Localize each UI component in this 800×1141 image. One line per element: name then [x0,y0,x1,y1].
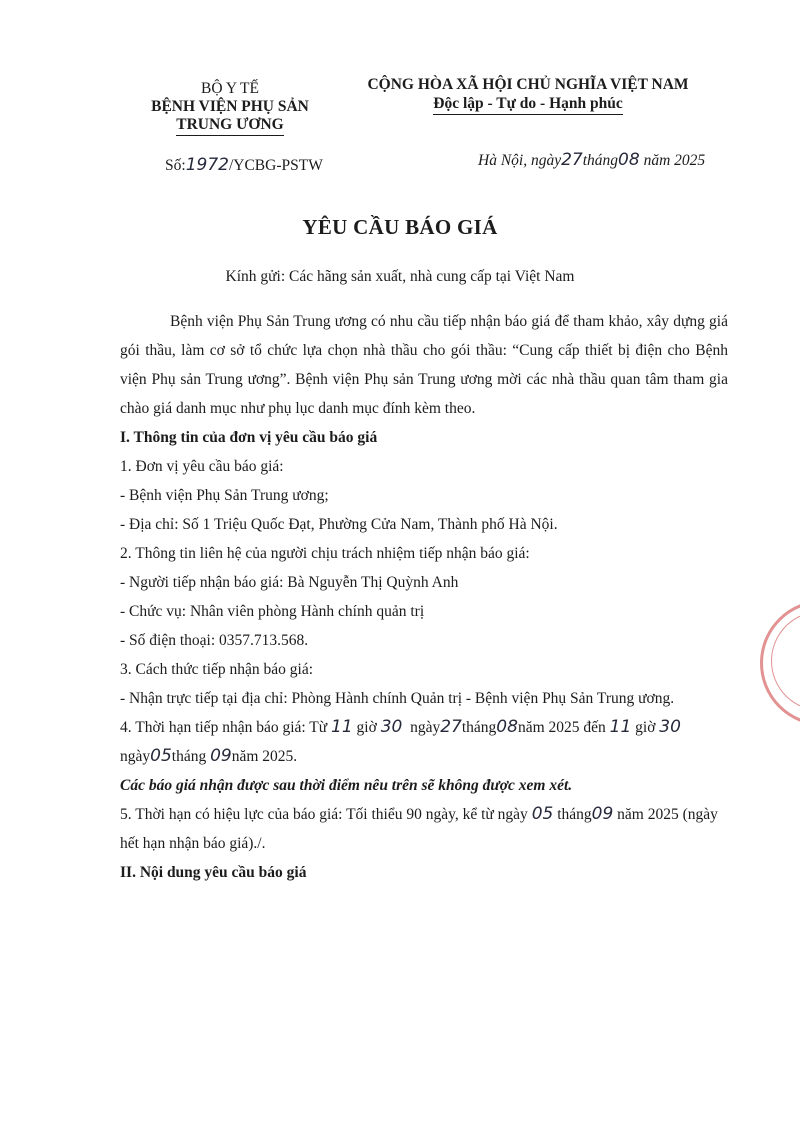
issuing-organization [145,80,315,136]
position-line: - Chức vụ: Nhân viên phòng Hành chính quản trị [120,603,425,620]
national-header [358,75,698,115]
item-1: 1. Đơn vị yêu cầu báo giá: [120,458,284,475]
late-quotation-warning: Các báo giá nhận được sau thời điểm nêu trên sẽ không được xem xét. [120,777,573,794]
hospital-name-line2: TRUNG ƯƠNG [176,116,284,136]
section-2-heading: II. Nội dung yêu cầu báo giá [120,864,307,881]
section-1-heading: I. Thông tin của đơn vị yêu cầu báo giá [120,429,378,446]
item-3: 3. Cách thức tiếp nhận báo giá: [120,661,314,678]
address-line: - Địa chỉ: Số 1 Triệu Quốc Đạt, Phường Cửa Nam, Thành phố Hà Nội. [120,516,558,533]
handwritten-month: 08 [618,150,640,170]
item-2: 2. Thông tin liên hệ của người chịu trách nhiệm tiếp nhận báo giá: [120,545,530,562]
requesting-unit: - Bệnh viện Phụ Sản Trung ương; [120,487,329,504]
item-5-validity: 5. Thời hạn có hiệu lực của báo giá: Tối thiểu 90 ngày, kể từ ngày 05 tháng09 năm 2025 (ngày hết hạn nhận báo giá)./. [120,804,718,852]
hospital-name: BỆNH VIỆN PHỤ SẢN [151,98,309,115]
document-title: YÊU CẦU BÁO GIÁ [302,215,498,239]
place-and-date: Hà Nội, ngày27tháng08 năm 2025 [478,150,706,170]
receiving-method: - Nhận trực tiếp tại địa chỉ: Phòng Hành chính Quản trị - Bệnh viện Phụ Sản Trung ương. [120,690,675,707]
greeting-line: Kính gửi: Các hãng sản xuất, nhà cung cấp tại Việt Nam [225,268,575,285]
handwritten-doc-number: 1972 [185,155,229,175]
document-body [120,307,728,887]
intro-paragraph: Bệnh viện Phụ Sản Trung ương có nhu cầu tiếp nhận báo giá để tham khảo, xây dựng giá gói thầu, làm cơ sở tổ chức lựa chọn nhà thầu cho gói thầu: “Cung cấp thiết bị điện cho Bệnh viện Phụ sản Trung ương”. Bệnh viện Phụ sản Trung ương mời các nhà thầu quan tâm tham gia chào giá danh mục như phụ lục danh mục đính kèm theo. [120,313,728,417]
national-motto: Độc lập - Tự do - Hạnh phúc [433,94,622,115]
receiver-line: - Người tiếp nhận báo giá: Bà Nguyễn Thị Quỳnh Anh [120,574,459,591]
republic-name: CỘNG HÒA XÃ HỘI CHỦ NGHĨA VIỆT NAM [367,76,689,93]
document-number: Số:1972/YCBG-PSTW [165,155,323,175]
item-4-deadline: 4. Thời hạn tiếp nhận báo giá: Từ 11 giờ 30 ngày27tháng08năm 2025 đến 11 giờ 30 ngày05tháng 09năm 2025. [120,717,681,766]
handwritten-day: 27 [561,150,583,170]
stamp-inner-ring [771,611,800,711]
red-stamp-seal [760,600,800,726]
phone-line: - Số điện thoại: 0357.713.568. [120,632,309,649]
ministry-name: BỘ Y TẾ [201,80,259,97]
